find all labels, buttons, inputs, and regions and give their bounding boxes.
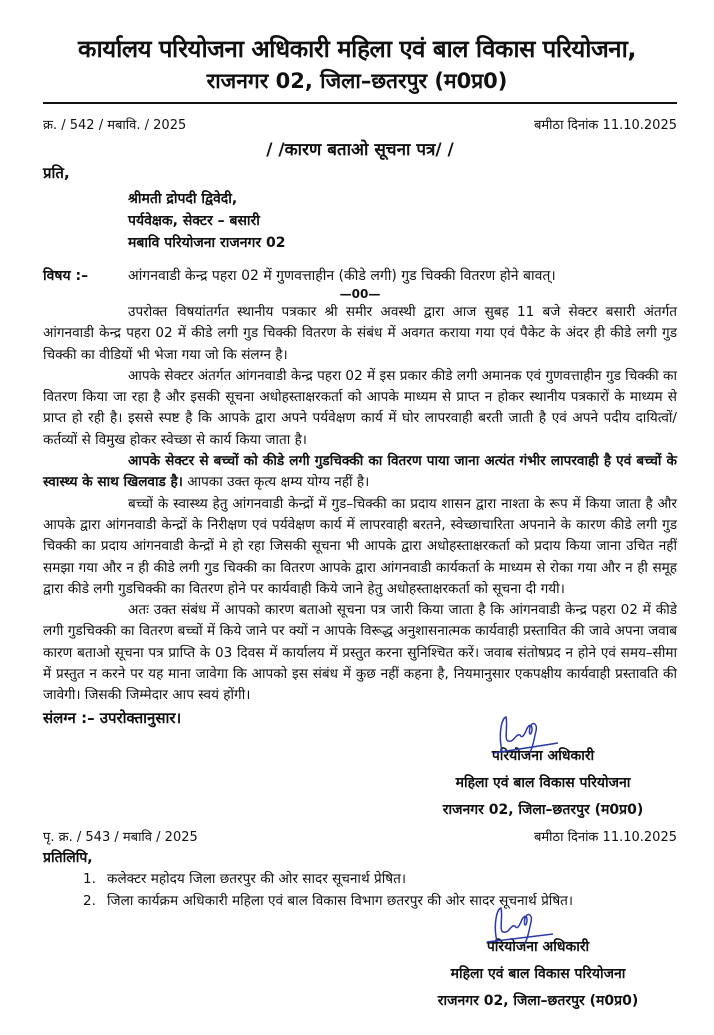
copy-reference-number: पृ. क्र. / 543 / मबावि / 2025: [43, 829, 198, 845]
letter-heading: / /कारण बताओ सूचना पत्र/ /: [266, 140, 454, 160]
enclosure: संलग्न :– उपरोक्तानुसार।: [43, 708, 182, 727]
office-location: राजनगर 02, जिला–छतरपुर (म0प्र0): [206, 69, 508, 93]
to-label: प्रति,: [43, 164, 70, 182]
letter-page: [43, 0, 677, 1035]
item-text: कलेक्टर महोदय जिला छतरपुर की ओर सादर सूचनार्थ प्रेषित।: [107, 870, 406, 887]
list-item: [83, 890, 677, 912]
signatory-location: राजनगर 02, जिला–छतरपुर (म0प्र0): [442, 801, 644, 818]
paragraph: [43, 451, 677, 494]
list-item: [83, 868, 677, 890]
subject-label: विषय :–: [43, 268, 89, 284]
signatory-office: महिला एवं बाल विकास परियोजना: [455, 774, 631, 791]
address-line: श्रीमती द्रोपदी द्विवेदी,: [128, 191, 238, 207]
header-divider: [43, 102, 677, 104]
signature-icon: [483, 904, 563, 946]
item-number: 2.: [83, 892, 96, 909]
address-line: पर्यवेक्षक, सेक्टर – बसारी: [128, 213, 260, 229]
signature-icon: [488, 713, 568, 755]
paragraph: अतः उक्त संबंध में आपको कारण बताओ सूचना पत्र जारी किया जाता है कि आंगनवाडी केन्द्र पहरा 02 में कीडे लगी गुडचिक्की का वितरण बच्चों में किये जाने पर क्यों न आपके विरूद्ध अनुशासनात्मक कार्यवाही प्रस्तावित की जावे अपना जवाब कारण बताओ सूचना पत्र प्राप्ति के 03 दिवस में कार्यालय में प्रस्तुत करना सुनिश्चित करें। जवाब संतोषप्रद न होने एवं समय–सीमा में प्रस्तुत न करने पर यह माना जावेगा कि आपको इस संबंध में कुछ नहीं कहना है, नियमानुसार एकपक्षीय कार्यवाही प्रस्तावति की जावेगी। जिसकी जिम्मेदार आप स्वयं होंगी।: [43, 602, 677, 704]
separator: —00—: [339, 287, 381, 301]
item-number: 1.: [83, 870, 96, 887]
copy-reference-row: [43, 828, 677, 848]
signature-block: [398, 743, 688, 824]
signatory-location: राजनगर 02, जिला–छतरपुर (म0प्र0): [437, 992, 639, 1009]
letter-body: [43, 302, 677, 707]
office-title: कार्यालय परियोजना अधिकारी महिला एवं बाल विकास परियोजना,: [78, 35, 636, 63]
subject-text: आंगनवाडी केन्द्र पहरा 02 में गुणवत्ताहीन (कीडे लगी) गुड चिक्की वितरण होने बावत्।: [128, 268, 556, 284]
signatory-office: महिला एवं बाल विकास परियोजना: [450, 965, 626, 982]
copy-list: [83, 868, 677, 912]
item-text: जिला कार्यक्रम अधिकारी महिला एवं बाल विकास विभाग छतरपुर की ओर सादर सूचनार्थ प्रेषित।: [107, 892, 574, 909]
signatory-title: परियोजना अधिकारी: [486, 938, 590, 955]
letter-date: बमीठा दिनांक 11.10.2025: [533, 118, 677, 133]
paragraph: उपरोक्त विषयांतर्गत स्थानीय पत्रकार श्री समीर अवस्थी द्वारा आज सुबह 11 बजे सेक्टर बसारी अंतर्गत आंगनवाडी केन्द्र पहरा 02 में कीडे लगी गुड चिक्की वितरण के संबंध में अवगत कराया गया एवं पैकेट के अंदर ही कीडे लगी गुड चिक्की का वीडियों भी भेजा गया जो कि संलग्न है।: [43, 304, 677, 363]
copy-label: प्रतिलिपि,: [43, 849, 93, 866]
address-line: मबावि परियोजना राजनगर 02: [128, 235, 286, 251]
reference-row: [43, 116, 677, 136]
paragraph: आपके सेक्टर अंतर्गत आंगनवाडी केन्द्र पहरा 02 में इस प्रकार कीडे लगी अमानक एवं गुणवत्ताहीन गुड चिक्की का वितरण किया जा रहा है और इसकी सूचना अधोहस्ताक्षरकर्ता को आपके माध्यम से प्राप्त न होकर स्थानीय पत्रकारों के माध्यम से प्राप्त हो रही है। इससे स्पष्ट है कि आपके द्वारा अपने पर्यवेक्षण कार्य में घोर लापरवाही बरती जाती है एवं अपने पदीय दायित्वों/कर्तव्यों से विमुख होकर स्वेच्छा से कार्य किया जाता है।: [43, 367, 677, 448]
recipient-address: [128, 188, 677, 254]
subject: [43, 266, 677, 286]
paragraph-text: आपका उक्त कृत्य क्षम्य योग्य नहीं है।: [182, 474, 370, 491]
copy-date: बमीठा दिनांक 11.10.2025: [533, 829, 677, 845]
paragraph: बच्चों के स्वास्थ्य हेतु आंगनवाडी केन्द्रों में गुड–चिक्की का प्रदाय शासन द्वारा नाश्ता के रूप में किया जाता है और आपके द्वारा आंगनवाडी केन्द्रों के निरीक्षण एवं पर्यवेक्षण कार्य में लापरवाही बरतने, स्वेच्छाचारिता अपनाने के कारण कीडे लगी गुड चिक्की का प्रदाय आंगनवाडी केन्द्रों मे हो रहा जिसकी सूचना भी आपके द्वारा अधोहस्ताक्षरकर्ता को प्रदाय किया जाना उचित नहीं समझा गया और न ही कीडे लगी गुड चिक्की का वितरण आपके द्वारा आंगनवाडी कार्यकर्ता के माध्यम से रोका गया और न ही समूह द्वारा कीडे लगी गुडचिक्की का वितरण होने पर कार्यवाही किये जाने हेतु अधोहस्ताक्षरकर्ता को सूचना दी गयी।: [43, 495, 677, 597]
reference-number: क्र. / 542 / मबावि. / 2025: [43, 118, 187, 133]
emphasis-text: आपके सेक्टर से बच्चों को कीडे लगी गुडचिक्की का वितरण पाया जाना अत्यंत गंभीर लापरवाही है एवं बच्चों के स्वास्थ्य के साथ खिलवाड है।: [43, 453, 677, 491]
signature-block: [393, 934, 683, 1015]
signatory-title: परियोजना अधिकारी: [491, 747, 595, 764]
